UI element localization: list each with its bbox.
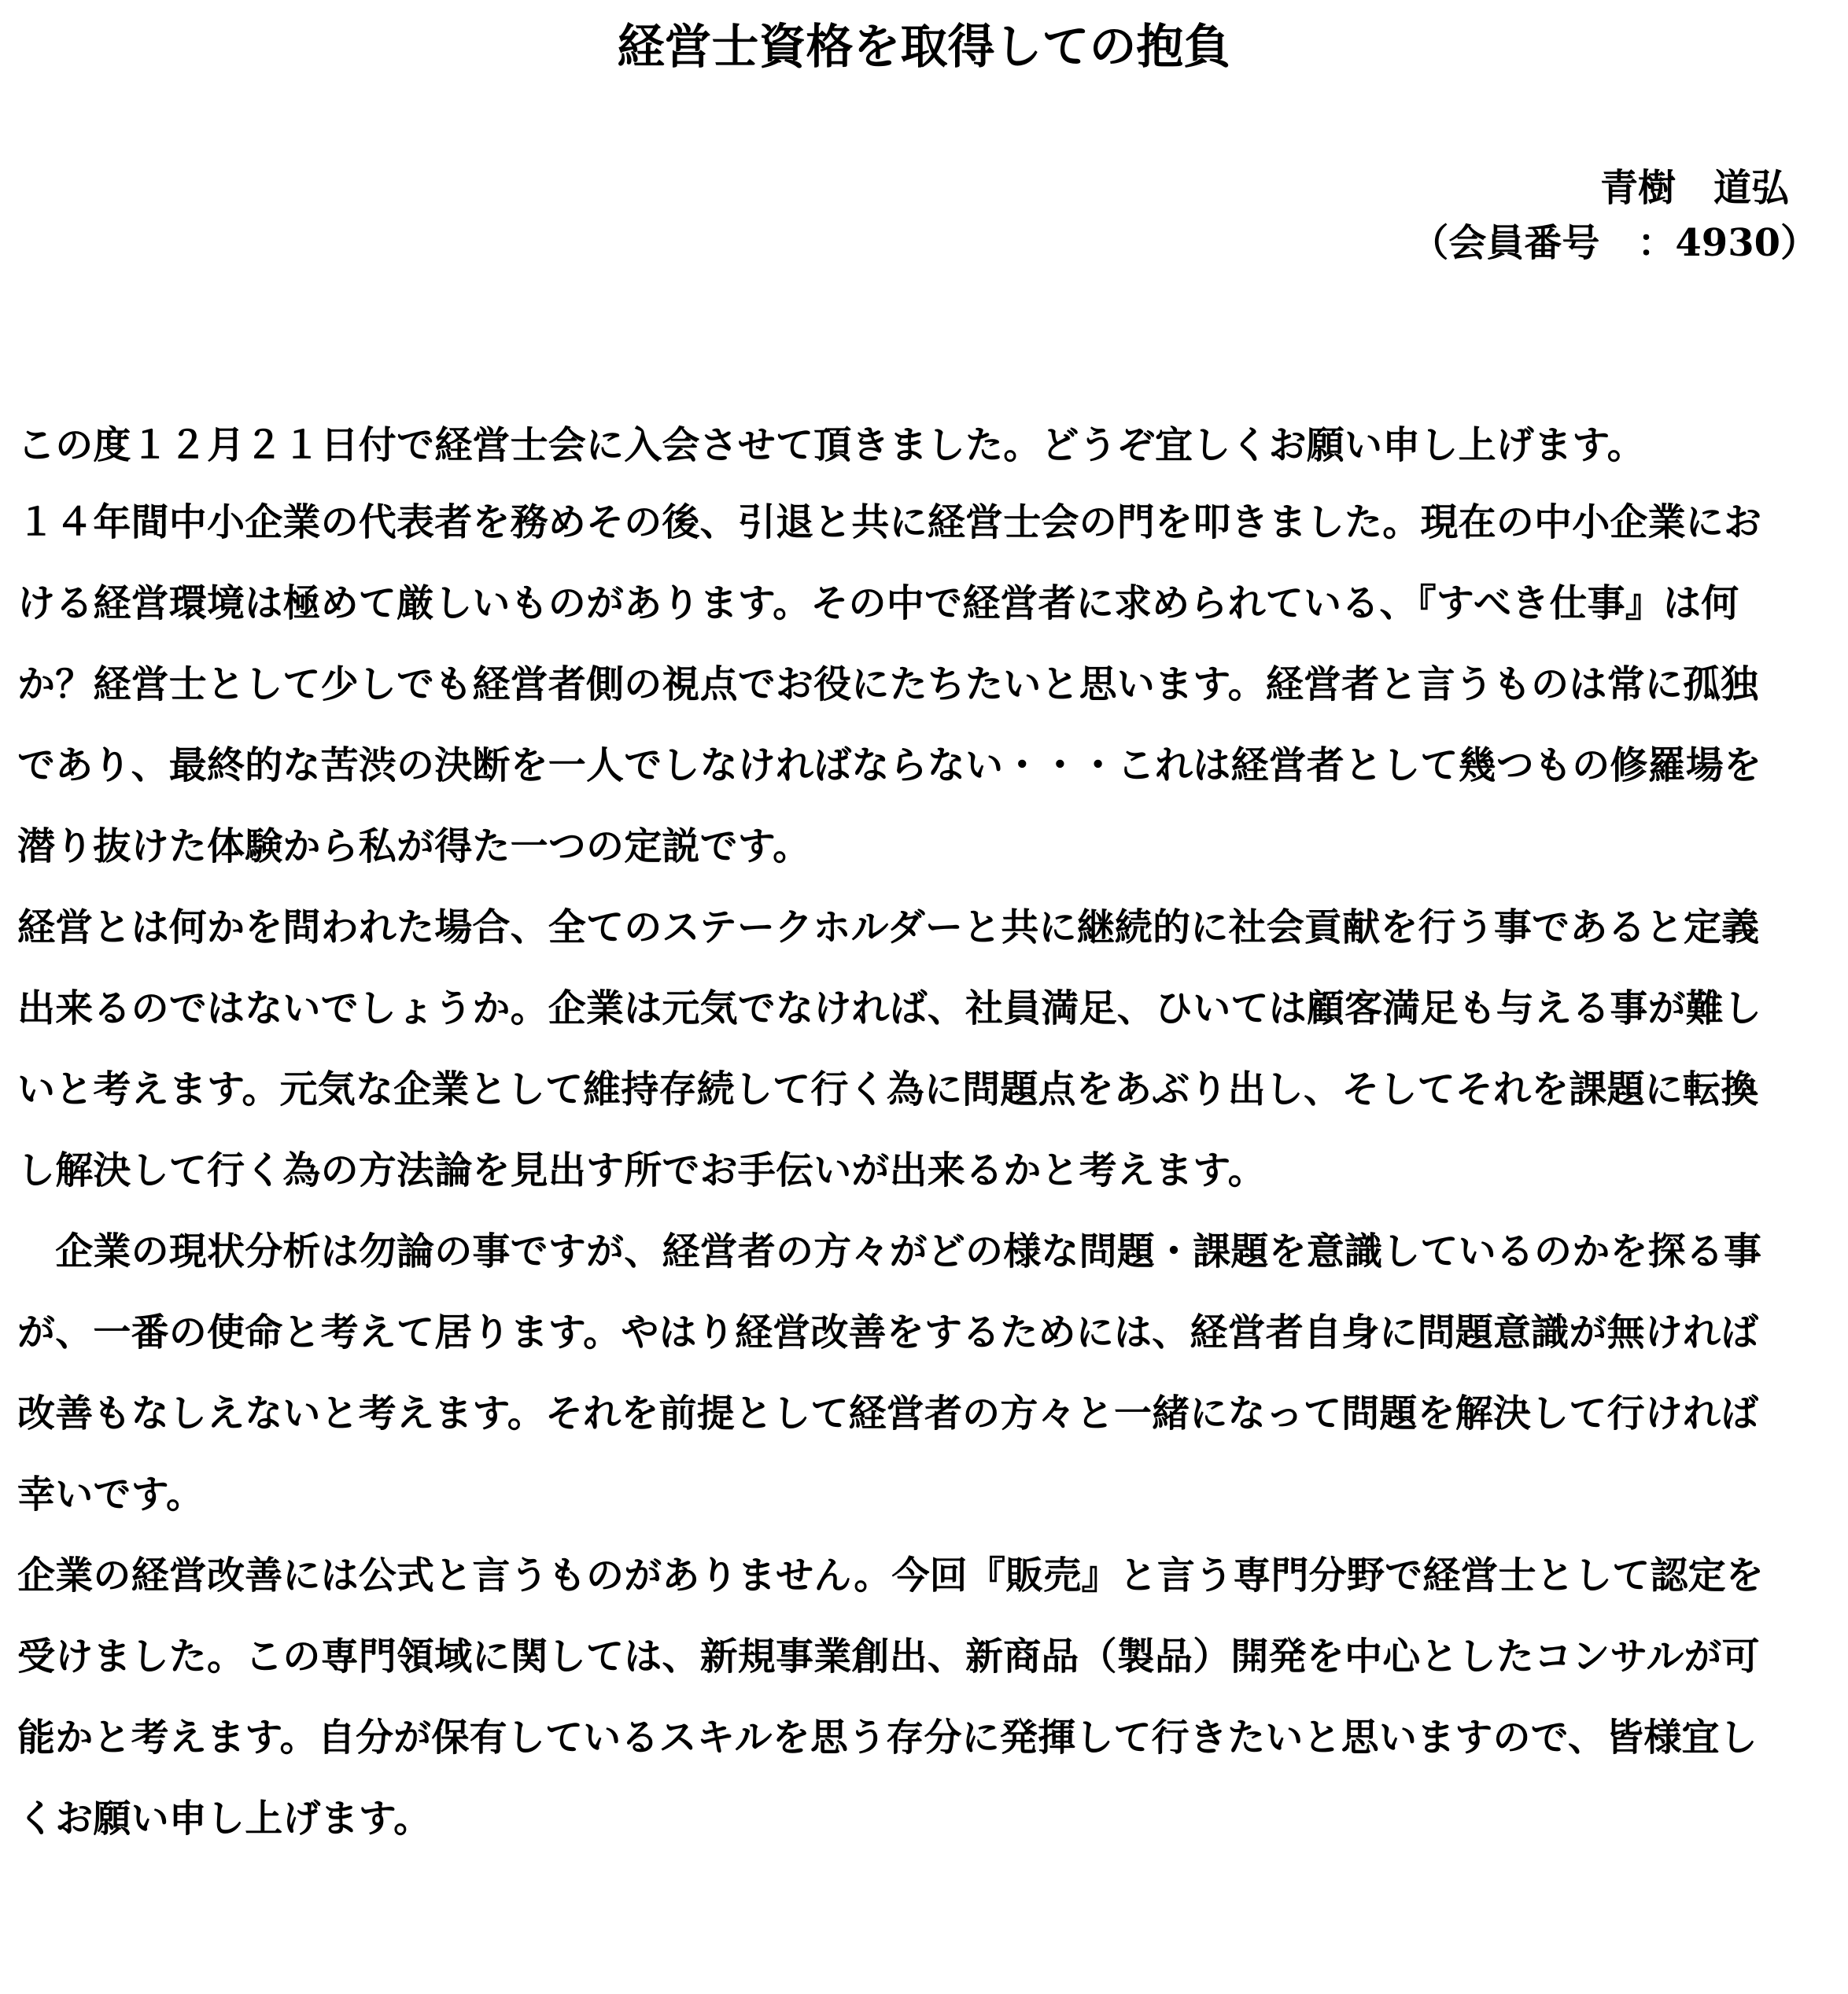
body-line: であり、最終的な苦渋の決断を一人でしなければならない・・・これは経営者として幾つもの修羅場を — [17, 743, 1762, 787]
body-line: いと考えます。元気な企業として維持存続して行く為に問題点をあぶり出し、そしてそれを課題に転換 — [17, 1067, 1759, 1111]
body-line: し解決して行く為の方法論を見出す所でお手伝いが出来るかと考えます。 — [17, 1148, 1266, 1192]
author-name: 青樹 道弘 — [1599, 166, 1789, 210]
document-title: 経営士資格を取得しての抱負 — [617, 20, 1231, 75]
body-line: 幸いです。 — [17, 1472, 205, 1517]
body-line: 改善もなしえないと考えます。それを前提として経営者の方々と一緒になって問題を解決して行ければ — [17, 1391, 1759, 1436]
body-line: 経営とは何かを問われた場合、全てのステークホルダーと共に継続的に社会貢献を行う事であると定義 — [17, 905, 1760, 949]
body-line: 企業の現状分析は勿論の事ですが、経営者の方々がどの様な問題・課題を意識しているのかを探る事 — [17, 1229, 1762, 1273]
body-line: この度１２月２１日付で経営士会に入会させて頂きました。どうぞ宜しくお願い申し上げます。 — [17, 423, 1645, 467]
body-line: が、一番の使命と考えて居ります。やはり経営改善をするためには、経営者自身に問題意識が無ければ — [17, 1310, 1759, 1355]
body-line: か？経営士として少しでも経営者側の視点でお役にたちたいと思います。経営者と言うものは常に孤独 — [17, 662, 1759, 706]
body-line: １４年間中小企業の代表者を務めその後、引退と共に経営士会の門を叩きました。現在の中小企業にお — [17, 500, 1762, 544]
body-line: 能かと考えます。自分が保有しているスキルを思う存分に発揮して行きたいと思いますので、皆様宜し — [17, 1716, 1758, 1760]
member-number: （会員番号 ：4930） — [1411, 221, 1818, 265]
body-text — [17, 409, 1835, 1863]
body-line: 潜り抜けた体験から私が得た一つの定説です。 — [17, 824, 811, 868]
body-line: 受けました。この専門領域に関しては、新規事業創出、新商品（製品）開発を中心としたコンサルが可 — [17, 1635, 1760, 1679]
body-line: くお願い申し上げます。 — [17, 1797, 432, 1841]
body-line: ける経営環境は極めて厳しいものがあります。その中で経営者に求められている、『すべき仕事』は何 — [17, 581, 1739, 625]
body-line: 企業の経営改善には公式と言うものがありません。今回『販売』と言う専門分野で経営士として認定を — [17, 1554, 1765, 1598]
body-line: 出来るのではないでしょうか。企業は元気でなければ、社員満足、ひいては顧客満足も与える事が難し — [17, 986, 1762, 1030]
